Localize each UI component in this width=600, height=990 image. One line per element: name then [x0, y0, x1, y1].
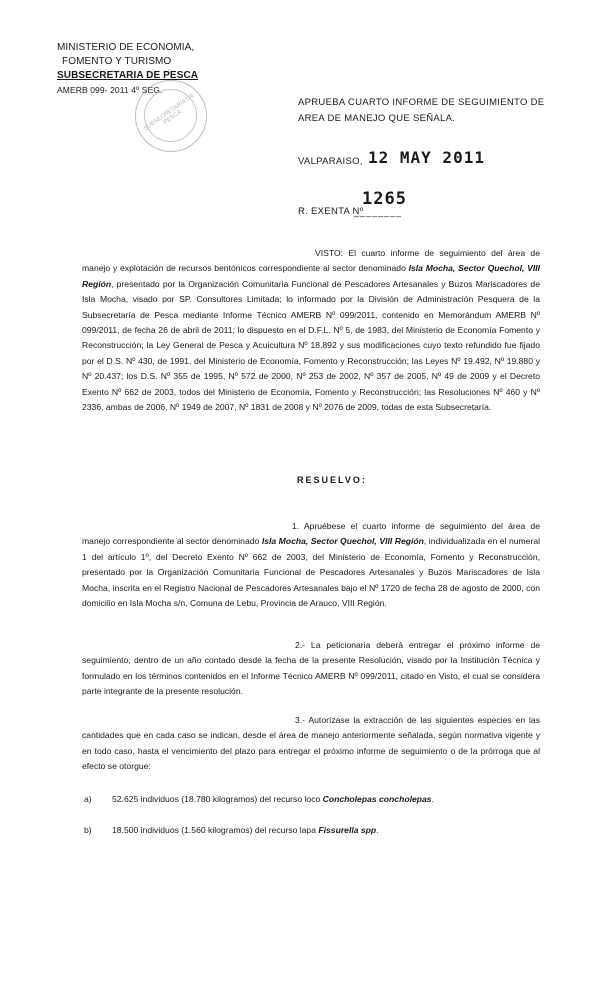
item-a-species: Concholepas concholepas — [322, 794, 432, 804]
visto-lead: VISTO: El cuarto informe de seguimiento del área de manejo y explotación de recursos bentónicos correspondiente al sector denominado — [82, 248, 540, 274]
official-seal-stamp — [135, 80, 207, 152]
resolution-number-line: ________ — [354, 207, 403, 217]
visto-sector: Isla Mocha, Sector Quechol, VIII Región — [82, 263, 540, 289]
resuelvo-heading: RESUELVO: — [297, 475, 367, 485]
header-fomento: FOMENTO Y TURISMO — [62, 56, 172, 67]
date-stamp: 12 MAY 2011 — [368, 148, 485, 167]
extraction-item-a — [84, 794, 434, 804]
visto-paragraph — [82, 246, 540, 415]
visto-rest: , presentado por la Organización Comunitaria Funcional de Pescadores Artesanales y Buzos Mariscadores de Isla Mocha, visado por SP. Consultores Limitada; lo informado por la División de Administración Pesquera de la Subsecretaría de Pesca mediante Informe Técnico AMERB Nº 099/2011, contenido en Memorándum AMERB Nº 099/2011, de fecha 26 de abril de 2011; lo dispuesto en el D.F.L. Nº 5, de 1983, del Ministerio de Economía Fomento y Reconstrucción; la Ley General de Pesca y Acuicultura Nº 18.892 y sus modificaciones cuyo texto refundido fue fijado por el D.S. Nº 430, de 1991, del Ministerio de Economía, Fomento y Reconstrucción; las Leyes Nº 19.492, Nº 19.880 y Nº 20.437; los D.S. Nº 355 de 1995, Nº 572 de 2000, Nº 253 de 2002, Nº 357 de 2005, Nº 49 de 2009 y el Decreto Exento Nº 662 de 2003, todos del Ministerio de Economía, Fomento y Reconstrucción; las Resoluciones Nº 460 y Nº 2336, ambas de 2006, Nº 1949 de 2007, Nº 1831 de 2008 y Nº 2076 de 2009, todas de esta Subsecretaría. — [82, 278, 540, 413]
header-ministry: MINISTERIO DE ECONOMIA, — [57, 42, 195, 53]
item-b-end: . — [376, 825, 379, 835]
resolution-point-3 — [82, 713, 540, 775]
seal-text: SUBSECRETARIA DE PESCA — [143, 92, 196, 133]
item-b-text: 18.500 individuos (1.560 kilogramos) del recurso lapa — [112, 825, 319, 835]
resolution-point-1 — [82, 519, 540, 611]
header-subsecretaria: SUBSECRETARIA DE PESCA — [57, 70, 199, 81]
item-a-end: . — [431, 794, 434, 804]
item-a-label: a) — [84, 794, 92, 804]
p3-text: 3.- Autorízase la extracción de las siguientes especies en las cantidades que en cada caso se indican, desde el área de manejo anteriormente señalada, según normativa vigente y en todo caso, hasta el vencimiento del plazo para entregar el próximo informe de seguimiento o de la prórroga que al efecto se otorgue: — [82, 715, 540, 772]
header-amerb-ref: AMERB 099- 2011 4º SEG. — [57, 85, 163, 95]
p1-lead: 1. Apruébese el cuarto informe de seguimiento del área de manejo correspondiente al sector denominado — [82, 521, 540, 547]
document-subject: APRUEBA CUARTO INFORME DE SEGUIMIENTO DE AREA DE MANEJO QUE SEÑALA. — [298, 97, 545, 124]
extraction-item-b — [84, 825, 379, 835]
item-b-label: b) — [84, 825, 92, 835]
p1-rest: , individualizada en el numeral 1 del artículo 1º, del Decreto Exento Nº 662 de 2003, del Ministerio de Economía, Fomento y Reconstrucción, presentado por la Organización Comunitaria Funcional de Pescadores Artesanales y Buzos Mariscadores de Isla Mocha, inscrita en el Registro Nacional de Pescadores Artesanales bajo el Nº 1720 de fecha 28 de agosto de 2000, con domicilio en Isla Mocha s/n, Comuna de Lebu, Provincia de Arauco, VIII Región. — [82, 536, 541, 609]
p2-text: 2.- La peticionaria deberá entregar el próximo informe de seguimiento, dentro de un año contado desde la fecha de la presente Resolución, visado por la Institución Técnica y formulado en los términos contenidos en el Informe Técnico AMERB Nº 099/2011, citado en Visto, el cual se considera parte integrante de la presente resolución. — [82, 640, 540, 697]
place: VALPARAISO, — [298, 156, 363, 167]
resolution-number: 1265 — [362, 189, 407, 209]
p1-sector: Isla Mocha, Sector Quechol, VIII Región — [261, 536, 424, 547]
item-a-text: 52.625 individuos (18.780 kilogramos) del recurso loco — [112, 794, 323, 804]
item-b-species: Fissurella spp — [318, 825, 377, 835]
resolution-label: R. EXENTA Nº — [298, 206, 364, 217]
resolution-point-2 — [82, 638, 540, 700]
